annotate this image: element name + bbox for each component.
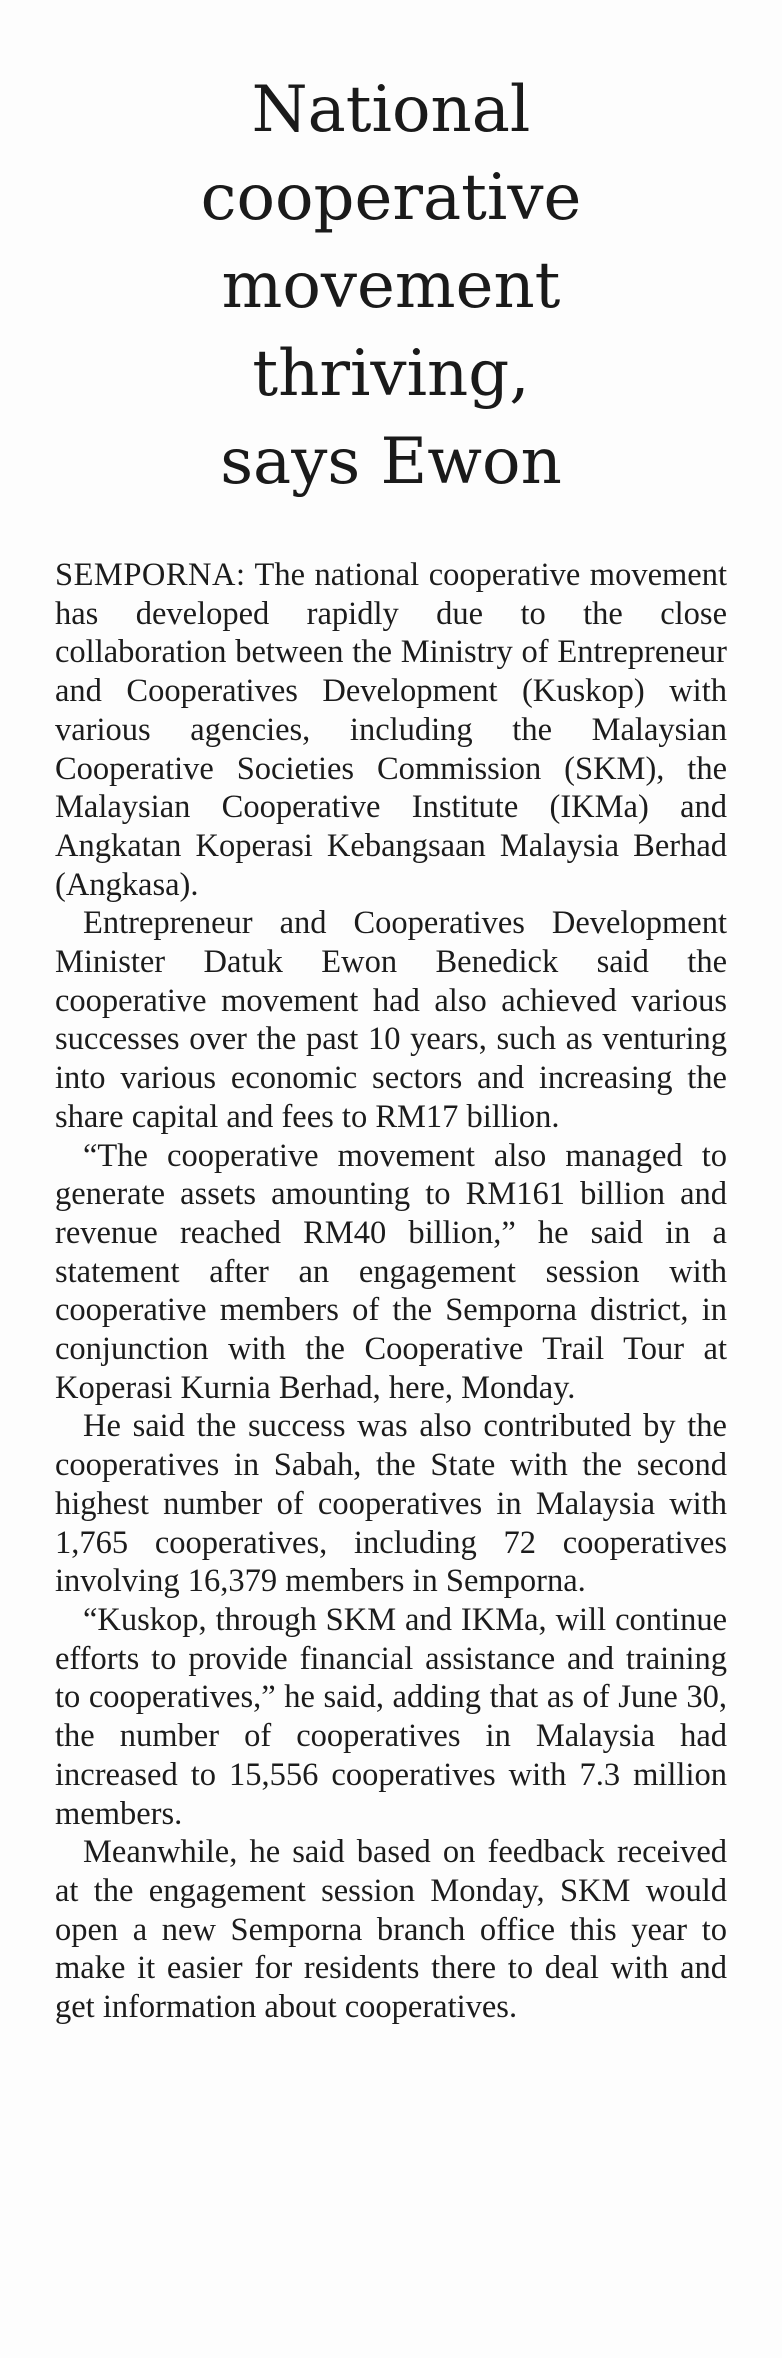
dateline: SEMPORNA: — [55, 557, 246, 593]
article-paragraph: “The cooperative movement also managed to generate assets amounting to RM161 billion and revenue reached RM40 billion,” he said in a statement after an engagement session with cooperative members of the Semporna district, in conjunction with the Cooperative Trail Tour at Koperasi Kurnia Berhad, here, Monday. — [55, 1137, 727, 1406]
article-headline — [60, 66, 722, 506]
article-body — [55, 556, 727, 2027]
article-paragraph: Meanwhile, he said based on feedback received at the engagement session Monday, SKM would open a new Semporna branch office this year to make it easier for residents there to deal with and get information about cooperatives. — [55, 1834, 727, 2026]
article-paragraph: Entrepreneur and Cooperatives Development Minister Datuk Ewon Benedick said the cooperative movement had also achieved various successes over the past 10 years, such as venturing into various economic sectors and increasing the share capital and fees to RM17 billion. — [55, 905, 727, 1135]
headline-line: thriving, — [252, 337, 530, 411]
article-paragraph: “Kuskop, through SKM and IKMa, will continue efforts to provide financial assistance and training to cooperatives,” he said, adding that as of June 30, the number of cooperatives in Malaysia had increased to 15,556 cooperatives with 7.3 million members. — [55, 1601, 727, 1832]
headline-line: cooperative — [200, 161, 582, 235]
article-paragraph — [55, 556, 727, 904]
headline-line: National — [251, 73, 531, 147]
paragraph-text: The national cooperative movement has developed rapidly due to the close collaboration between the Ministry of Entrepreneur and Cooperatives Development (Kuskop) with various agencies, including the Malaysian Cooperative Societies Commission (SKM), the Malaysian Cooperative Institute (IKMa) and Angkatan Koperasi Kebangsaan Malaysia Berhad (Angkasa). — [55, 557, 727, 903]
article-paragraph: He said the success was also contributed by the cooperatives in Sabah, the State with the second highest number of cooperatives in Malaysia with 1,765 cooperatives, including 72 cooperatives involving 16,379 members in Semporna. — [55, 1408, 727, 1600]
headline-line: movement — [221, 249, 561, 323]
headline-line: says Ewon — [220, 425, 562, 499]
